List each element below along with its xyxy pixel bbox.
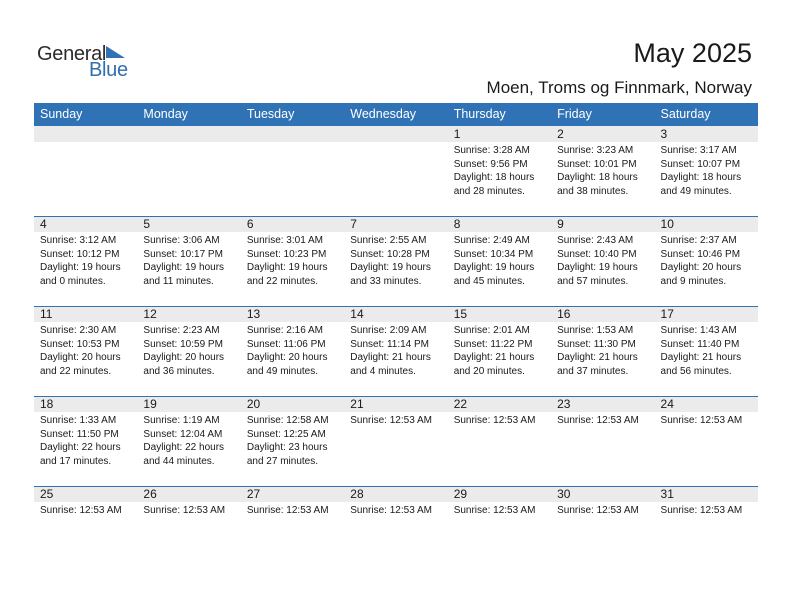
day-sun-info	[143, 324, 224, 378]
sun-info-line: and 9 minutes.	[660, 275, 727, 287]
day-number: 30	[557, 487, 571, 501]
sun-info-line: Daylight: 19 hours	[40, 262, 121, 273]
day-number: 5	[143, 217, 151, 231]
sun-info-line: Sunrise: 12:58 AM	[246, 415, 329, 426]
weekday-thursday: Thursday	[453, 107, 506, 121]
day-sun-info	[661, 504, 743, 518]
day-sun-info	[350, 414, 432, 428]
day-number: 20	[246, 397, 261, 411]
day-number: 17	[660, 307, 674, 321]
sun-info-line: Sunrise: 12:53 AM	[660, 415, 743, 426]
sun-info-line: and 44 minutes.	[143, 455, 215, 467]
sun-info-line: and 33 minutes.	[350, 275, 422, 287]
sun-info-line: Daylight: 18 hours	[557, 172, 638, 183]
sun-info-line: Daylight: 20 hours	[40, 352, 121, 363]
day-number: 19	[143, 397, 157, 411]
sun-info-line: Daylight: 23 hours	[246, 442, 328, 453]
sun-info-line: Daylight: 21 hours	[350, 352, 431, 363]
weekday-sunday: Sunday	[40, 107, 83, 121]
day-cell	[448, 396, 551, 486]
sun-info-line: Sunrise: 2:09 AM	[350, 325, 427, 336]
day-number: 7	[350, 217, 357, 231]
day-sun-info	[454, 324, 535, 378]
sun-info-line: Daylight: 19 hours	[557, 262, 638, 273]
calendar-week	[34, 396, 758, 486]
day-sun-info	[661, 234, 742, 288]
sun-info-line: Sunrise: 2:43 AM	[557, 235, 634, 246]
day-sun-info	[661, 324, 742, 378]
day-number: 25	[40, 487, 54, 501]
day-sun-info	[350, 324, 431, 378]
sun-info-line: Sunrise: 12:53 AM	[350, 505, 432, 516]
sun-info-line: Sunrise: 12:53 AM	[557, 505, 639, 516]
generalblue-logo	[37, 42, 137, 82]
sun-info-line: Sunrise: 2:16 AM	[246, 325, 323, 336]
sun-info-line: Daylight: 20 hours	[660, 262, 742, 273]
sun-info-line: Daylight: 20 hours	[246, 352, 328, 363]
sun-info-line: Sunset: 10:40 PM	[557, 248, 637, 260]
sun-info-line: Sunset: 10:34 PM	[453, 248, 534, 260]
sun-info-line: Sunset: 11:50 PM	[40, 428, 119, 440]
sun-info-line: and 49 minutes.	[660, 185, 732, 197]
day-sun-info	[143, 414, 224, 468]
day-cell	[137, 306, 240, 396]
sun-info-line: and 22 minutes.	[40, 365, 112, 377]
sun-info-line: Sunset: 10:53 PM	[40, 338, 120, 350]
day-sun-info	[557, 324, 638, 378]
calendar-week	[34, 126, 758, 216]
sun-info-line: and 11 minutes.	[143, 275, 214, 287]
day-sun-info	[350, 504, 432, 518]
day-cell	[344, 126, 447, 216]
day-cell	[448, 126, 551, 216]
day-number: 28	[350, 487, 364, 501]
location-subtitle: Moen, Troms og Finnmark, Norway	[486, 78, 752, 97]
sun-info-line: Sunset: 11:22 PM	[453, 338, 533, 350]
sun-info-line: Daylight: 19 hours	[246, 262, 328, 273]
sun-info-line: Sunset: 10:59 PM	[143, 338, 223, 350]
day-number: 11	[40, 307, 53, 321]
sun-info-line: Sunset: 10:23 PM	[246, 248, 327, 260]
day-number: 4	[40, 217, 47, 231]
day-number: 16	[557, 307, 571, 321]
day-cell	[551, 486, 654, 576]
day-cell	[448, 216, 551, 306]
sun-info-line: Sunrise: 2:30 AM	[40, 325, 117, 336]
sun-info-line: Sunrise: 12:53 AM	[350, 415, 432, 426]
day-cell	[655, 216, 758, 306]
day-cell	[655, 396, 758, 486]
sun-info-line: and 45 minutes.	[453, 275, 525, 287]
sun-info-line: and 22 minutes.	[246, 275, 319, 287]
day-sun-info	[454, 414, 536, 428]
day-cell	[241, 396, 344, 486]
sun-info-line: and 27 minutes.	[246, 455, 319, 467]
weekday-header	[34, 103, 758, 126]
weekday-friday: Friday	[557, 107, 592, 121]
day-cell	[137, 396, 240, 486]
day-number: 23	[557, 397, 571, 411]
day-cell	[241, 306, 344, 396]
weekday-monday: Monday	[143, 107, 188, 121]
sun-info-line: and 56 minutes.	[660, 365, 732, 377]
page-title: May 2025	[633, 38, 752, 68]
sun-info-line: Sunrise: 12:53 AM	[557, 415, 639, 426]
day-sun-info	[557, 504, 639, 518]
day-sun-info	[143, 234, 224, 288]
sun-info-line: Daylight: 21 hours	[453, 352, 535, 363]
sun-info-line: Sunrise: 12:53 AM	[143, 505, 226, 516]
sun-info-line: Daylight: 22 hours	[40, 442, 121, 453]
sun-info-line: Sunset: 11:14 PM	[350, 338, 430, 350]
day-number: 21	[350, 397, 364, 411]
calendar-week	[34, 216, 758, 306]
sun-info-line: Sunset: 12:25 AM	[246, 428, 326, 440]
sun-info-line: Sunset: 10:17 PM	[143, 248, 223, 260]
day-cell	[551, 306, 654, 396]
sun-info-line: Sunrise: 3:17 AM	[660, 145, 737, 156]
day-sun-info	[40, 414, 121, 468]
sun-info-line: Sunrise: 12:53 AM	[40, 505, 122, 516]
day-number: 1	[453, 127, 461, 141]
day-number: 12	[143, 307, 157, 321]
sun-info-line: Sunset: 10:46 PM	[660, 248, 741, 260]
day-cell	[655, 306, 758, 396]
day-number: 13	[246, 307, 261, 321]
sun-info-line: Sunrise: 3:28 AM	[453, 145, 530, 156]
sun-info-line: Sunset: 9:56 PM	[453, 158, 528, 170]
day-number: 14	[350, 307, 364, 321]
sun-info-line: Sunset: 11:06 PM	[246, 338, 326, 350]
day-cell	[137, 216, 240, 306]
sun-info-line: Sunrise: 12:53 AM	[246, 505, 329, 516]
sun-info-line: and 20 minutes.	[453, 365, 525, 377]
sun-info-line: Sunrise: 12:53 AM	[660, 505, 743, 516]
sun-info-line: Daylight: 21 hours	[557, 352, 638, 363]
sun-info-line: Sunrise: 3:06 AM	[143, 235, 220, 246]
sun-info-line: and 28 minutes.	[453, 185, 525, 197]
day-cell	[655, 486, 758, 576]
sun-info-line: Sunrise: 12:53 AM	[453, 505, 536, 516]
day-sun-info	[454, 144, 535, 198]
sun-info-line: Sunrise: 2:55 AM	[350, 235, 427, 246]
day-cell	[137, 126, 240, 216]
day-number: 6	[246, 217, 254, 231]
sun-info-line: Daylight: 20 hours	[143, 352, 225, 363]
sun-info-line: Sunrise: 1:53 AM	[557, 325, 634, 336]
day-cell	[448, 486, 551, 576]
day-sun-info	[40, 504, 122, 518]
day-number: 24	[660, 397, 674, 411]
sun-info-line: and 4 minutes.	[350, 365, 416, 377]
sun-info-line: and 36 minutes.	[143, 365, 215, 377]
sun-info-line: Daylight: 21 hours	[660, 352, 742, 363]
sun-info-line: Sunrise: 2:37 AM	[660, 235, 737, 246]
day-number: 27	[246, 487, 261, 501]
day-sun-info	[454, 234, 535, 288]
day-number: 29	[453, 487, 468, 501]
calendar-week	[34, 306, 758, 396]
sun-info-line: Daylight: 19 hours	[453, 262, 535, 273]
day-sun-info	[247, 504, 329, 518]
day-number: 18	[40, 397, 54, 411]
weekday-tuesday: Tuesday	[246, 107, 295, 121]
sun-info-line: Sunrise: 3:12 AM	[40, 235, 117, 246]
sun-info-line: Sunrise: 12:53 AM	[453, 415, 536, 426]
day-number: 2	[557, 127, 564, 141]
sun-info-line: Sunset: 12:04 AM	[143, 428, 223, 440]
sun-info-line: Sunset: 11:30 PM	[557, 338, 636, 350]
sun-info-line: Sunrise: 1:33 AM	[40, 415, 117, 426]
day-sun-info	[557, 414, 639, 428]
sun-info-line: and 37 minutes.	[557, 365, 629, 377]
day-cell	[448, 306, 551, 396]
sun-info-line: Sunrise: 2:01 AM	[453, 325, 530, 336]
sun-info-line: Daylight: 19 hours	[350, 262, 431, 273]
day-cell	[344, 306, 447, 396]
sun-info-line: Daylight: 22 hours	[143, 442, 225, 453]
day-sun-info	[40, 234, 121, 288]
sun-info-line: and 38 minutes.	[557, 185, 629, 197]
day-number: 15	[453, 307, 468, 321]
day-cell	[137, 486, 240, 576]
sun-info-line: Sunrise: 1:43 AM	[660, 325, 737, 336]
sun-info-line: Sunset: 11:40 PM	[660, 338, 740, 350]
sun-info-line: Sunrise: 1:19 AM	[143, 415, 220, 426]
sun-info-line: Daylight: 18 hours	[453, 172, 535, 183]
day-sun-info	[557, 234, 638, 288]
sun-info-line: Daylight: 19 hours	[143, 262, 225, 273]
sun-info-line: and 57 minutes.	[557, 275, 629, 287]
day-cell	[344, 216, 447, 306]
sun-info-line: Sunset: 10:12 PM	[40, 248, 120, 260]
day-cell	[655, 126, 758, 216]
day-cell	[241, 216, 344, 306]
day-cell	[551, 396, 654, 486]
day-sun-info	[143, 504, 225, 518]
sun-info-line: Sunrise: 3:23 AM	[557, 145, 634, 156]
day-number: 9	[557, 217, 564, 231]
weekday-saturday: Saturday	[660, 107, 711, 121]
day-cell	[34, 396, 137, 486]
sun-info-line: Sunset: 10:28 PM	[350, 248, 430, 260]
day-cell	[241, 126, 344, 216]
sun-info-line: Sunrise: 2:49 AM	[453, 235, 530, 246]
sun-info-line: Sunset: 10:07 PM	[660, 158, 741, 170]
day-number: 10	[660, 217, 674, 231]
day-sun-info	[247, 234, 328, 288]
day-number: 8	[453, 217, 461, 231]
day-cell	[344, 396, 447, 486]
day-cell	[551, 126, 654, 216]
day-sun-info	[40, 324, 121, 378]
day-sun-info	[350, 234, 431, 288]
day-sun-info	[557, 144, 638, 198]
day-cell	[34, 306, 137, 396]
day-cell	[34, 126, 137, 216]
weekday-wednesday: Wednesday	[350, 107, 417, 121]
day-sun-info	[661, 144, 742, 198]
day-cell	[241, 486, 344, 576]
day-cell	[551, 216, 654, 306]
day-number: 22	[453, 397, 468, 411]
logo-blue-text: Blue	[89, 59, 128, 81]
sun-info-line: Sunrise: 3:01 AM	[246, 235, 323, 246]
day-cell	[34, 486, 137, 576]
calendar-week	[34, 486, 758, 576]
day-sun-info	[247, 414, 329, 468]
logo-general-text: General	[37, 43, 107, 65]
sun-info-line: and 17 minutes.	[40, 455, 112, 467]
sun-info-line: Sunrise: 2:23 AM	[143, 325, 220, 336]
sun-info-line: Sunset: 10:01 PM	[557, 158, 637, 170]
sun-info-line: and 0 minutes.	[40, 275, 106, 287]
sun-info-line: Daylight: 18 hours	[660, 172, 742, 183]
day-number: 3	[660, 127, 668, 141]
day-sun-info	[661, 414, 743, 428]
day-number: 26	[143, 487, 157, 501]
day-cell	[344, 486, 447, 576]
day-sun-info	[247, 324, 328, 378]
day-sun-info	[454, 504, 536, 518]
day-cell	[34, 216, 137, 306]
sun-info-line: and 49 minutes.	[246, 365, 319, 377]
day-number: 31	[660, 487, 674, 501]
